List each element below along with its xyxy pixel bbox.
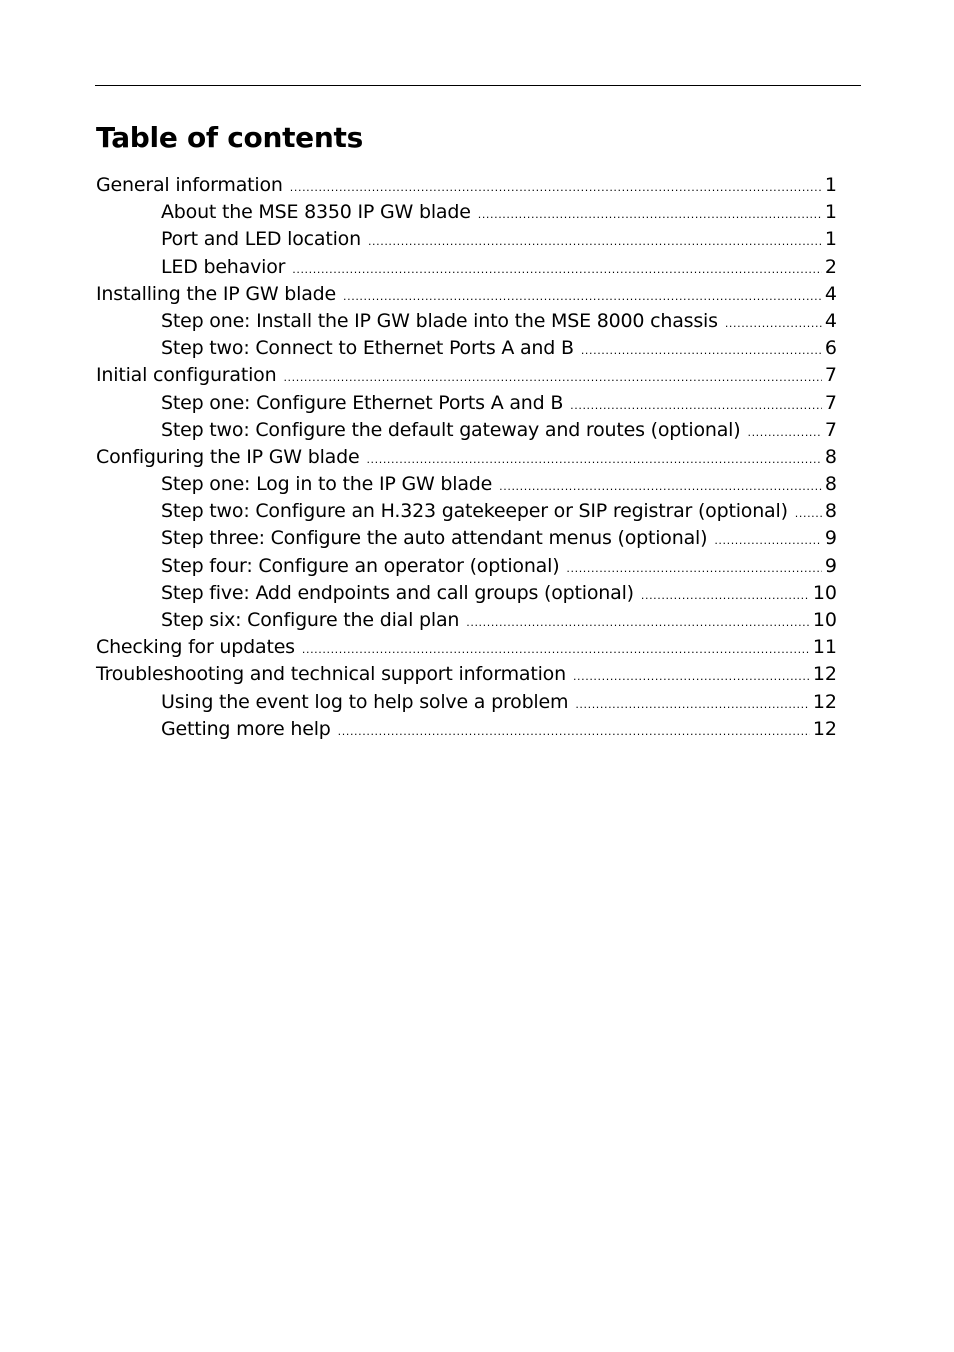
- toc-entry-label: Configuring the IP GW blade: [96, 445, 360, 468]
- toc-entry[interactable]: [96, 390, 837, 417]
- toc-dot-leader: [338, 718, 810, 745]
- header-rule: [95, 85, 861, 86]
- toc-page-number: 10: [812, 609, 837, 631]
- toc-dot-leader: [302, 636, 810, 663]
- toc-page-number: 12: [812, 717, 837, 740]
- toc-list: [96, 172, 837, 743]
- toc-dot-leader: [714, 527, 822, 554]
- toc-page-number: 7: [824, 364, 837, 387]
- toc-dot-leader: [366, 446, 821, 473]
- toc-entry-label: Step four: Configure an operator (optional): [161, 554, 560, 577]
- toc-entry[interactable]: [96, 226, 837, 253]
- toc-entry[interactable]: [96, 308, 837, 335]
- toc-page-number: 1: [824, 228, 837, 251]
- toc-dot-leader: [292, 256, 822, 283]
- toc-entry-label: Getting more help: [161, 717, 331, 740]
- toc-page-number: 12: [812, 690, 837, 713]
- toc-dot-leader: [478, 201, 822, 228]
- toc-dot-leader: [368, 228, 822, 255]
- toc-entry-label: Step six: Configure the dial plan: [161, 609, 460, 631]
- toc-page-number: 8: [824, 473, 837, 496]
- toc-entry[interactable]: [96, 607, 837, 634]
- toc-entry-label: Step two: Configure the default gateway and routes (optional): [161, 418, 741, 441]
- toc-entry[interactable]: [96, 661, 837, 688]
- toc-entry-label: Step three: Configure the auto attendant menus (optional): [161, 527, 708, 550]
- toc-entry-label: Step two: Configure an H.323 gatekeeper or SIP registrar (optional): [161, 500, 788, 523]
- toc-entry-label: Step five: Add endpoints and call groups (optional): [161, 581, 634, 604]
- toc-entry-label: Step one: Log in to the IP GW blade: [161, 473, 493, 496]
- toc-entry[interactable]: [96, 335, 837, 362]
- toc-entry-label: Troubleshooting and technical support information: [96, 663, 566, 686]
- toc-entry[interactable]: [96, 525, 837, 552]
- toc-dot-leader: [747, 419, 821, 446]
- toc-entry[interactable]: [96, 362, 837, 389]
- toc-dot-leader: [573, 663, 810, 690]
- toc-entry-label: Checking for updates: [96, 636, 295, 659]
- toc-entry[interactable]: [96, 199, 837, 226]
- toc-page-number: 11: [812, 636, 837, 659]
- toc-dot-leader: [570, 392, 822, 419]
- toc-entry-label: General information: [96, 174, 283, 196]
- toc-entry-label: Initial configuration: [96, 364, 277, 387]
- toc-page-number: 1: [824, 174, 837, 196]
- toc-page-number: 1: [824, 201, 837, 224]
- toc-entry[interactable]: [96, 417, 837, 444]
- toc-entry-label: Step one: Install the IP GW blade into the MSE 8000 chassis: [161, 309, 718, 332]
- toc-entry[interactable]: [96, 498, 837, 525]
- toc-entry-label: Port and LED location: [161, 228, 361, 251]
- toc-entry[interactable]: [96, 580, 837, 607]
- toc-dot-leader: [343, 283, 822, 310]
- toc-entry[interactable]: [96, 172, 837, 199]
- toc-entry[interactable]: [96, 689, 837, 716]
- toc-entry-label: Step one: Configure Ethernet Ports A and B: [161, 391, 564, 414]
- toc-dot-leader: [725, 310, 822, 337]
- toc-dot-leader: [795, 500, 822, 527]
- toc-entry[interactable]: [96, 254, 837, 281]
- toc-page-number: 7: [824, 418, 837, 441]
- page-title: Table of contents: [96, 121, 363, 154]
- toc-dot-leader: [566, 555, 821, 582]
- toc-entry[interactable]: [96, 281, 837, 308]
- toc-entry[interactable]: [96, 634, 837, 661]
- toc-entry[interactable]: [96, 444, 837, 471]
- toc-entry-label: Using the event log to help solve a problem: [161, 690, 569, 713]
- toc-page-number: 2: [824, 255, 837, 278]
- toc-dot-leader: [641, 582, 810, 609]
- toc-page-number: 4: [824, 309, 837, 332]
- toc-dot-leader: [575, 691, 810, 718]
- toc-page-number: 8: [824, 445, 837, 468]
- toc-page-number: 8: [824, 500, 837, 523]
- toc-page-number: 9: [824, 527, 837, 550]
- toc-page-number: 10: [812, 581, 837, 604]
- toc-page-number: 6: [824, 337, 837, 360]
- toc-dot-leader: [581, 337, 822, 364]
- toc-entry-label: Step two: Connect to Ethernet Ports A and B: [161, 337, 574, 360]
- toc-dot-leader: [283, 364, 821, 391]
- toc-page-number: 4: [824, 282, 837, 305]
- toc-entry[interactable]: [96, 471, 837, 498]
- toc-page-number: 12: [812, 663, 837, 686]
- toc-page-number: 9: [824, 554, 837, 577]
- toc-entry[interactable]: [96, 716, 837, 743]
- toc-entry[interactable]: [96, 553, 837, 580]
- toc-dot-leader: [466, 609, 810, 636]
- toc-entry-label: LED behavior: [161, 255, 286, 278]
- toc-dot-leader: [290, 174, 822, 201]
- toc-entry-label: Installing the IP GW blade: [96, 282, 337, 305]
- toc-entry-label: About the MSE 8350 IP GW blade: [161, 201, 471, 224]
- toc-page-number: 7: [824, 391, 837, 414]
- toc-dot-leader: [499, 473, 822, 500]
